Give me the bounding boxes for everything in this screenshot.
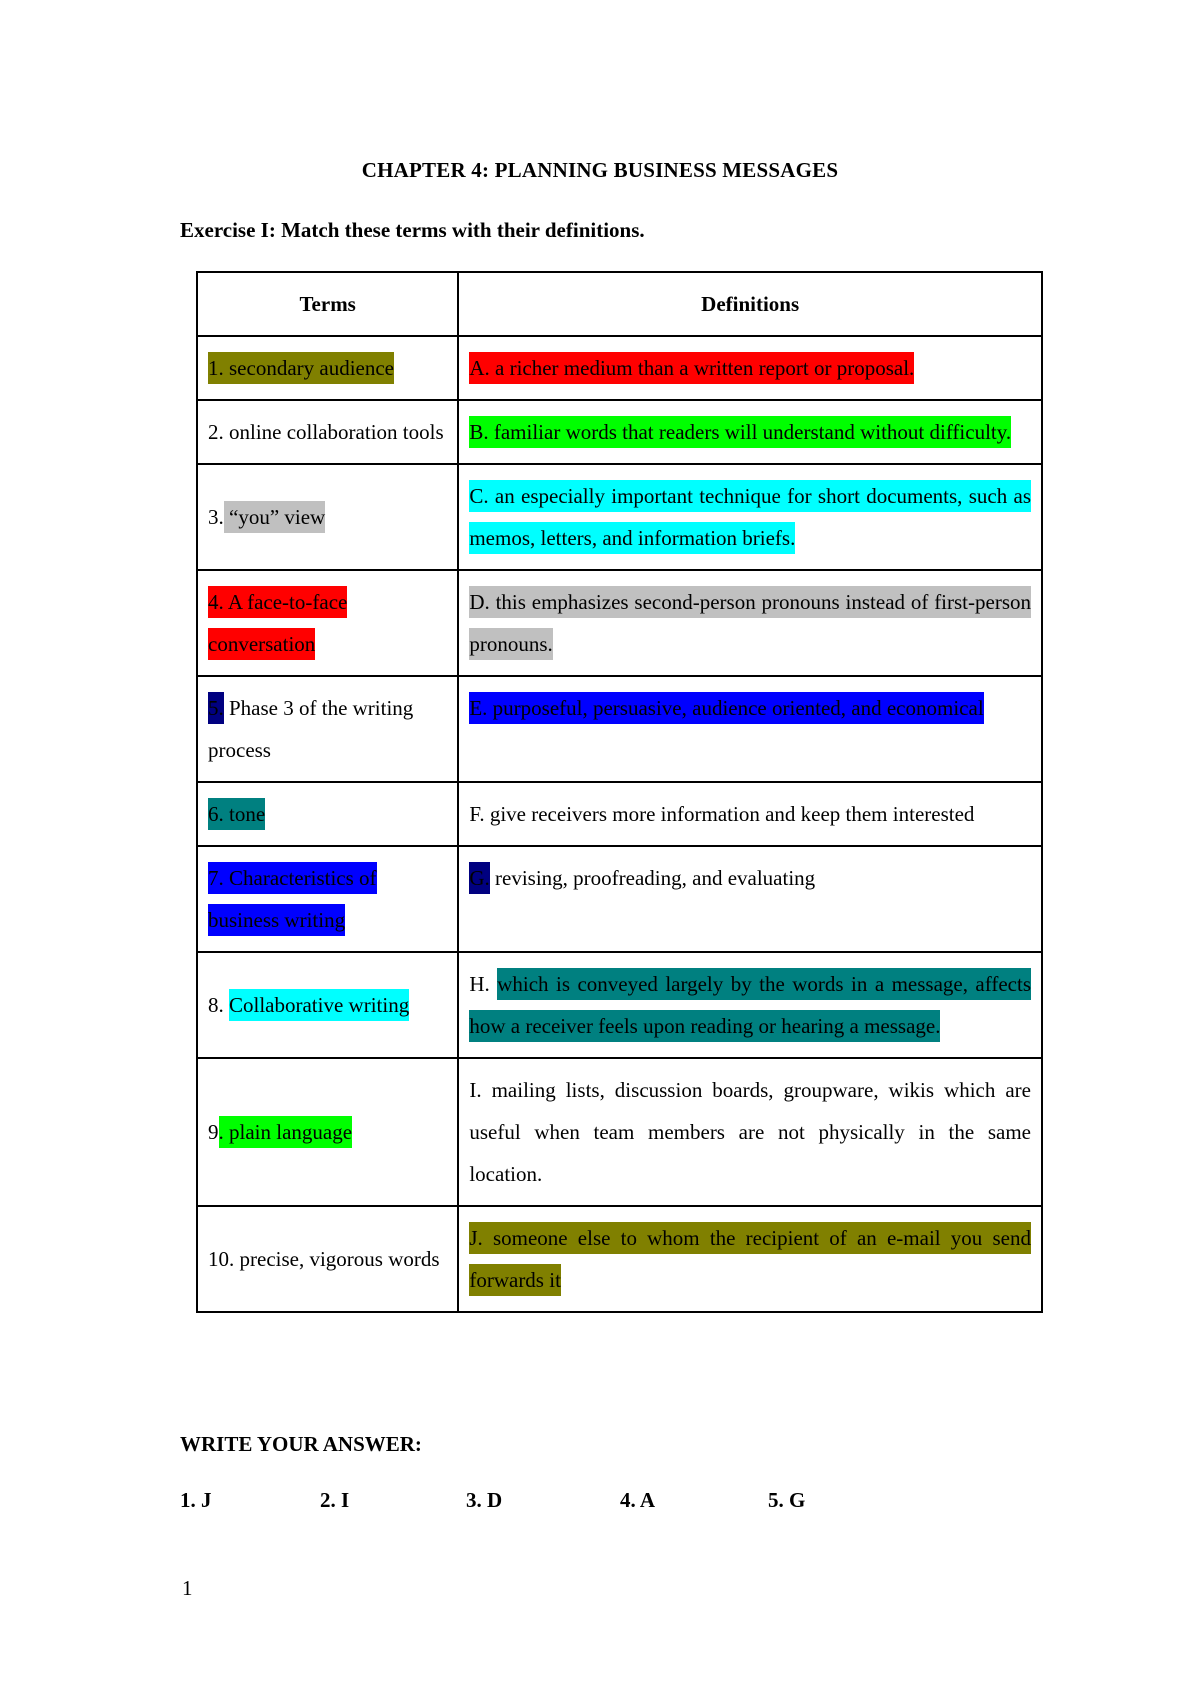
definition-cell bbox=[458, 570, 1042, 676]
definition-cell: G. revising, proofreading, and evaluating bbox=[458, 846, 1042, 952]
definition-cell bbox=[458, 1206, 1042, 1312]
table-row bbox=[197, 1058, 1042, 1206]
table-row bbox=[197, 782, 1042, 846]
header-terms: Terms bbox=[197, 272, 458, 336]
term-cell: 8. Collaborative writing bbox=[197, 952, 458, 1058]
table-row bbox=[197, 846, 1042, 952]
term-cell bbox=[197, 336, 458, 400]
page-number: 1 bbox=[182, 1576, 193, 1600]
definition-highlight: which is conveyed largely by the words in a message, affects how a receiver feels upon reading or hearing a message. bbox=[469, 968, 1031, 1042]
table-row bbox=[197, 336, 1042, 400]
term-highlight: “you” view bbox=[224, 501, 325, 533]
answer-2: 2. I bbox=[320, 1488, 350, 1512]
exercise-heading: Exercise I: Match these terms with their definitions. bbox=[180, 218, 645, 242]
term-highlight: 1. secondary audience bbox=[208, 352, 394, 384]
term-cell bbox=[197, 782, 458, 846]
table-row bbox=[197, 400, 1042, 464]
term-cell: 3. “you” view bbox=[197, 464, 458, 570]
term-cell bbox=[197, 846, 458, 952]
term-highlight: 4. A face-to-face conversation bbox=[208, 586, 347, 660]
definition-cell: H. which is conveyed largely by the words in a message, affects how a receiver feels upon reading or hearing a message. bbox=[458, 952, 1042, 1058]
matching-table bbox=[196, 271, 1043, 1313]
definition-highlight: E. purposeful, persuasive, audience oriented, and economical bbox=[469, 692, 983, 724]
answer-1: 1. J bbox=[180, 1488, 212, 1512]
table-row bbox=[197, 676, 1042, 782]
definition-highlight: B. familiar words that readers will understand without difficulty. bbox=[469, 416, 1011, 448]
term-cell: 2. online collaboration tools bbox=[197, 400, 458, 464]
term-cell: 5. Phase 3 of the writing process bbox=[197, 676, 458, 782]
definition-highlight: D. this emphasizes second-person pronouns instead of first-person pronouns. bbox=[469, 586, 1031, 660]
definition-highlight: A. a richer medium than a written report or proposal. bbox=[469, 352, 914, 384]
table-header-row bbox=[197, 272, 1042, 336]
answer-4: 4. A bbox=[620, 1488, 656, 1512]
term-cell: 10. precise, vigorous words bbox=[197, 1206, 458, 1312]
table-row bbox=[197, 570, 1042, 676]
term-cell: 9. plain language bbox=[197, 1058, 458, 1206]
answer-5: 5. G bbox=[768, 1488, 806, 1512]
term-highlight: Collaborative writing bbox=[229, 989, 409, 1021]
definition-cell bbox=[458, 464, 1042, 570]
term-cell bbox=[197, 570, 458, 676]
term-highlight: 7. Characteristics of business writing bbox=[208, 862, 377, 936]
term-highlight: 5. bbox=[208, 692, 224, 724]
term-highlight: . plain language bbox=[219, 1116, 353, 1148]
chapter-title: CHAPTER 4: PLANNING BUSINESS MESSAGES bbox=[361, 158, 839, 182]
definition-cell bbox=[458, 400, 1042, 464]
table-row bbox=[197, 1206, 1042, 1312]
definition-cell bbox=[458, 676, 1042, 782]
table-row bbox=[197, 952, 1042, 1058]
definition-highlight: J. someone else to whom the recipient of an e-mail you send forwards it bbox=[469, 1222, 1031, 1296]
answer-3: 3. D bbox=[466, 1488, 503, 1512]
table-row bbox=[197, 464, 1042, 570]
definition-cell bbox=[458, 336, 1042, 400]
definition-cell: I. mailing lists, discussion boards, groupware, wikis which are useful when team members are not physically in the same location. bbox=[458, 1058, 1042, 1206]
definition-highlight: G. bbox=[469, 862, 489, 894]
write-your-answer-label: WRITE YOUR ANSWER: bbox=[180, 1432, 422, 1456]
term-highlight: 6. tone bbox=[208, 798, 265, 830]
definition-highlight: C. an especially important technique for short documents, such as memos, letters, and information briefs. bbox=[469, 480, 1031, 554]
definition-cell: F. give receivers more information and keep them interested bbox=[458, 782, 1042, 846]
header-definitions: Definitions bbox=[458, 272, 1042, 336]
